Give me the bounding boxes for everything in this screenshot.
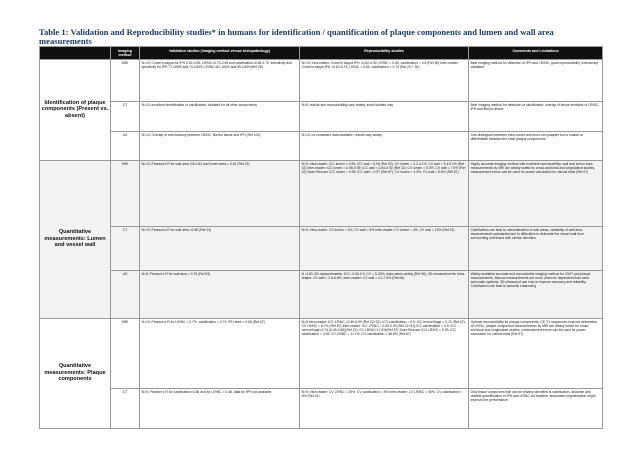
comments-cell: Optimal reproducibility for plaque components, CE-T1 sequences improve delineation of LR/NC, plaque component measurements by MRI are ideally suited for cross-sectional and longitudinal studies, measurement errors can be used for power calculation for clinical trials (Ref 67) [469, 318, 603, 388]
table-title: Table 1: Validation and Reproducibility studies* in humans for identification / quantification of plaque components and lumen and wall area measurements [39, 27, 554, 47]
category-cell: Quantitative measurements: Lumen and vessel wall [40, 160, 111, 318]
validation-cell: N>10; Cohen's kappa for IPH 0.52-0.95, LR/NC=0.73-0.98 and calcification=0.65-0.75, sensitivity and specificity for IPH 77-100% and 74-100%, LR/NC=82-100% and 65-100%(Ref 25) [140, 59, 300, 101]
table-row [40, 388, 603, 428]
validation-cell: N>5; Pearson's R for wall area = 0.76 (Ref 53) [140, 270, 300, 318]
comments-cell: Can distinguish between echo-lucent and echo-rich plaques but is unable to differentiate between the main plaque components [469, 131, 603, 160]
comments-cell: Best imaging method for detection of calcification; overlap of tissue densities of LR/NC, IPH and fibrous tissue [469, 101, 603, 131]
reproducibility-cell: N>5; Intra-reader: ICC lumen = 0.99; ICC wall = 0.98 (Ref 32); CV lumen = 3.2-4.1%, CV wall = 3.4-5.1% (Ref 32) Inter-reader: ICC lumen = 0.98-0.99; ICC wall = 0.84-0.90 (Ref 32); CV lumen = 5.3%, CV wall = 7.9% (Ref 32) Scan-Rescan: ICC lumen = 0.99; ICC wall = 0.97 (Ref 67); CV lumen = 4.3%, CV wall = 5.8% (Ref 67) [300, 160, 469, 226]
table-row [40, 270, 603, 318]
table-row [40, 59, 603, 101]
header-imaging-method: Imaging method [111, 47, 140, 60]
comments-cell: Calcification can lead to overestimation of wall areas, variability of wall area measurements substantial due to difficulties to delineate the vessel wall from surrounding soft tissue with similar densities [469, 226, 603, 270]
method-cell: CT [111, 388, 140, 428]
comments-cell: Only tissue component that can be reliably identified is calcification, accurate and reliable quantification of IPH and LR/NC not feasible, automated segmentation might improve the performance [469, 388, 603, 428]
reproducibility-cell: N>5; results and reproducibility vary widely, small studies only [300, 101, 469, 131]
reproducibility-cell: N >100: 2D-measurements: ICC= 0.65-0.9; CV = 5-20%, data varies widely (Ref 96); 3D-measurements: Intra-reader: CV wall = 2.8-6.8%, Inter-reader: CV wall = 4.2-7.6% (Ref 68) [300, 270, 469, 318]
table-row [40, 226, 603, 270]
method-cell: CT [111, 226, 140, 270]
reproducibility-cell: N>10; Intra-reader: Cohen's kappa IPH =0.82-0.90, LR/NC = 0.69, calcification = 0.8 (Ref 30) Inter-reader: Cohen's kappa IPH =0.62-0.75, LR/NC = 0.58, calcification = 0.74 (Ref 23 + 30) [300, 59, 469, 101]
table-row [40, 131, 603, 160]
table-row [40, 318, 603, 388]
table-row [40, 101, 603, 131]
reproducibility-cell: N>5; Intra-reader: CV lumen = 3%, CV wall = 8% Inter-reader: CV lumen = 4%, CV wall = 13% (Ref 24) [300, 226, 469, 270]
table-header-row [40, 47, 603, 60]
header-reproducibility: Reproducibility studies [300, 47, 469, 60]
comments-cell: Widely available accurate and reproducible imaging method for CIMT and plaque measurements, Manual measurements are more observer dependent than semi-automatic systems, 3D ultrasound can help to improve accuracy and reliability, Calcification can lead to acoustic shadowing [469, 270, 603, 318]
header-validation: Validation studies (Imaging method versus histopathology) [140, 47, 300, 60]
validation-cell: N>10; excellent identification of calcification, debated for all other components [140, 101, 300, 131]
header-comments: Comments and Limitations [469, 47, 603, 60]
method-cell: MRI [111, 160, 140, 226]
validation-cell: N>10; Pearson's R for wall area 0.8-0.84 and lumen area = 0.81 (Ref 22) [140, 160, 300, 226]
category-cell: Identification of plaque components (Present vs. absent) [40, 59, 111, 160]
reproducibility-cell: N>5; Intra-reader: CV LR/NC = 25%, CV calcification = 8% Inter-reader: CV LR/NC = 40%, CV calcification = 8% (Ref 24) [300, 388, 469, 428]
validation-cell: N>10; Pearson's R for LR/NC = 0.7%, calcification = 0.74; IPH area = 0.66 (Ref 22) [140, 318, 300, 388]
validation-table [39, 46, 603, 429]
method-cell: MRI [111, 59, 140, 101]
category-cell: Quantitative measurements: Plaque components [40, 318, 111, 428]
reproducibility-cell: N>10; no consistent data available, results vary widely [300, 131, 469, 160]
reproducibility-cell: N>5;Intra-reader: ICC LR/NC =0.89-0.99 (Ref 22+32); ICC calcification = 0.9; ICC hemorrhage = 0.74 (Ref 22); CV LR/NC = 8.7% (Ref 67) Inter-reader: ICC LR/NC = 0.89-0.93 (Ref 22+32);ICC calcification = 0.9; ICC hemorrhage=0.74 (0.45-0.89)(Ref 22); CV LR/NC=17.6%(Ref 67) Scan-Rescan: ICC LR/NC = 0.99; ICC calcification = 0.95; CV LR/NC = 11.1%; CV calcification = 38.8% (Ref 67) [300, 318, 469, 388]
method-cell: US [111, 131, 140, 160]
validation-cell: N>10; Overlap of echolucency between LR/NC, fibrous tissue and IPH (Ref 103) [140, 131, 300, 160]
comments-cell: Best imaging method for detection of IPH and LR/NC, good reproducibility, extensively validated [469, 59, 603, 101]
method-cell: MRI [111, 318, 140, 388]
comments-cell: Highly accurate imaging method with excellent reproducibility, wall and lumen area measurements by MRI are ideally suited for cross-sectional and longitudinal studies, measurement errors can be used for power calculation for clinical trials (Ref 67) [469, 160, 603, 226]
method-cell: US [111, 270, 140, 318]
validation-cell: N>5; Pearson's R for calcification=0.86 and for LR/NC = 0.48, data for IPH not available [140, 388, 300, 428]
table-row [40, 160, 603, 226]
header-blank [40, 47, 111, 60]
validation-cell: N>10; Pearson's R for wall area =0.85 (Ref 24) [140, 226, 300, 270]
method-cell: CT [111, 101, 140, 131]
